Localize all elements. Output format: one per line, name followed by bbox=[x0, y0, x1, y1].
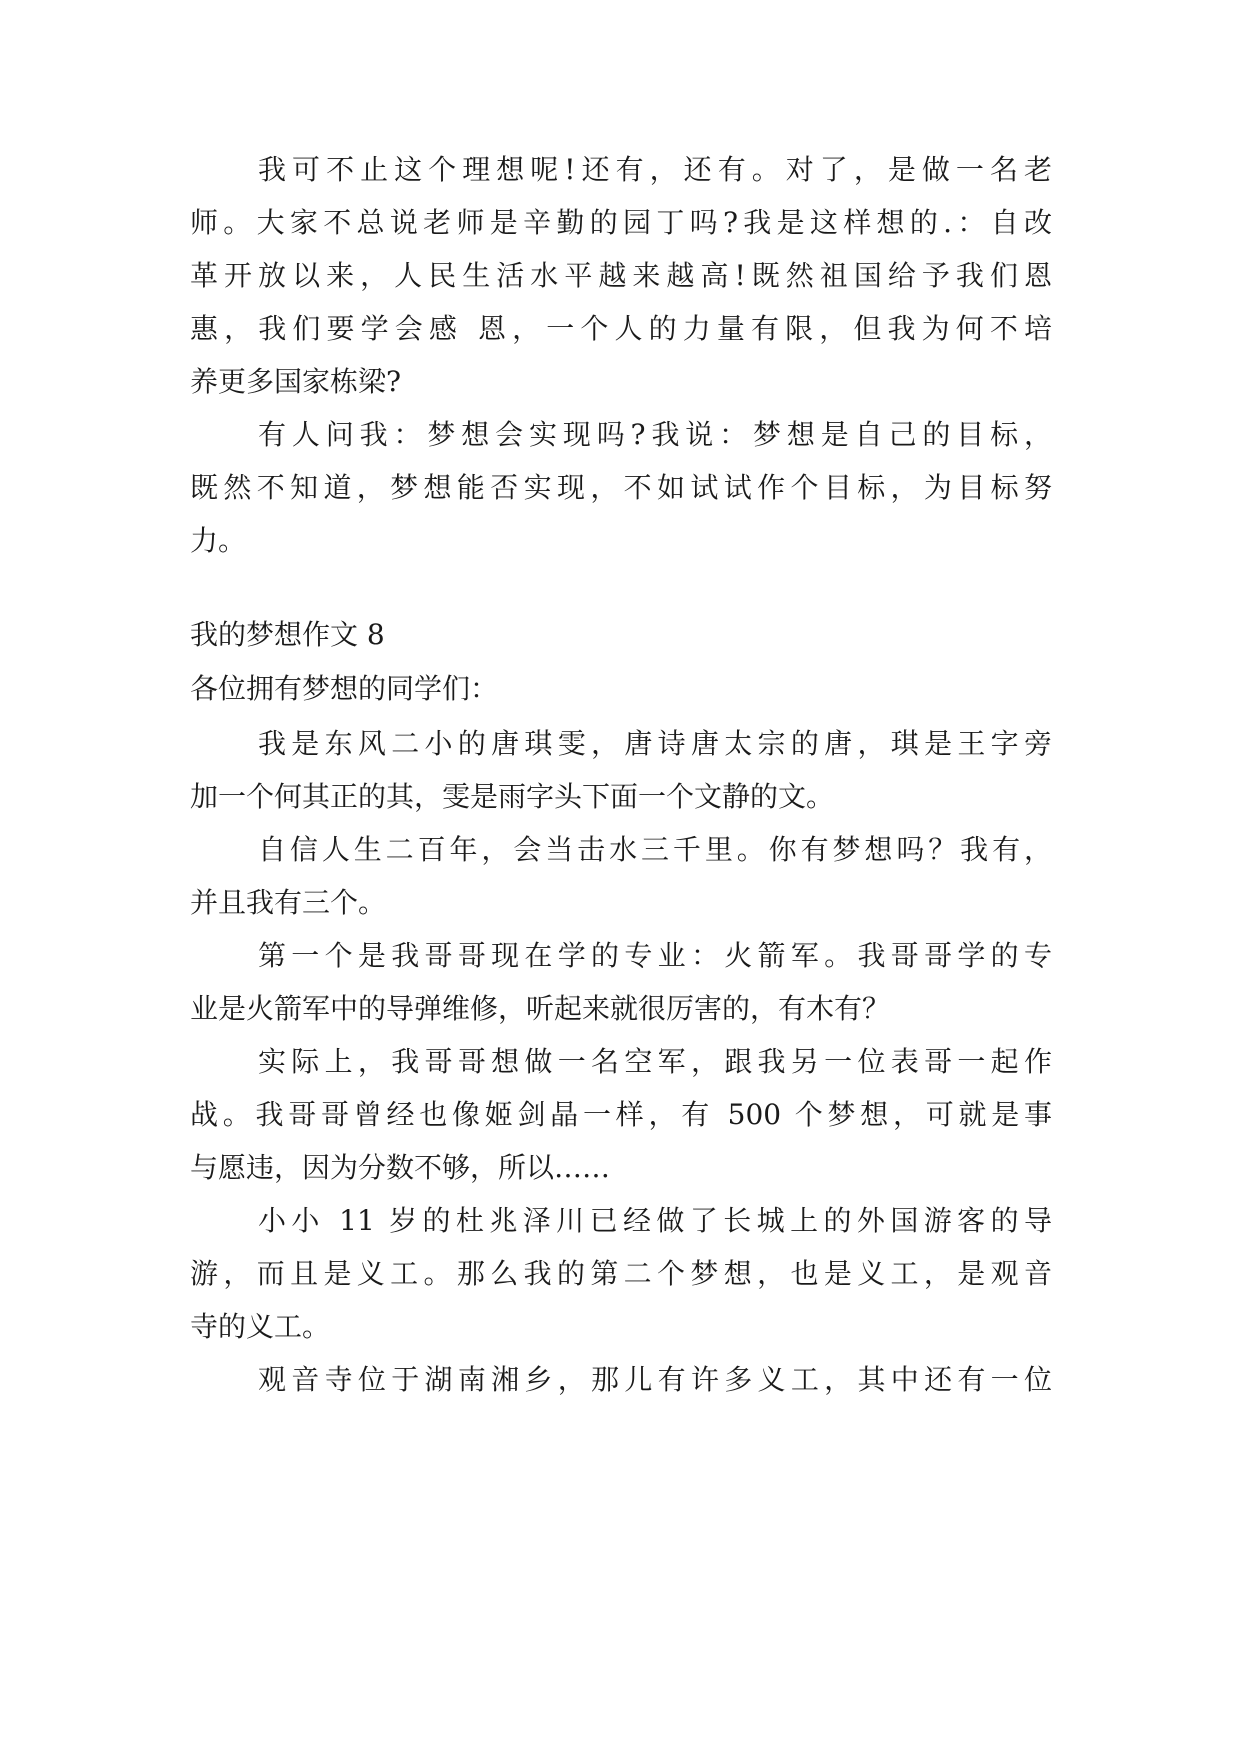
paragraph-line: 既然不知道，梦想能否实现，不如试试作个目标，为目标努 bbox=[190, 471, 1052, 504]
paragraph-line: 与愿违，因为分数不够，所以…… bbox=[190, 1151, 611, 1184]
greeting: 各位拥有梦想的同学们： bbox=[190, 672, 499, 705]
paragraph-line: 游，而且是义工。那么我的第二个梦想，也是义工，是观音 bbox=[190, 1257, 1052, 1290]
paragraph-line: 我可不止这个理想呢!还有，还有。对了，是做一名老 bbox=[258, 153, 1052, 186]
paragraph-line: 并且我有三个。 bbox=[190, 886, 387, 919]
paragraph-line: 寺的义工。 bbox=[190, 1310, 331, 1343]
paragraph-line: 养更多国家栋梁? bbox=[190, 365, 402, 398]
paragraph-line: 有人问我：梦想会实现吗?我说：梦想是自己的目标， bbox=[258, 418, 1052, 451]
paragraph-line: 惠，我们要学会感 恩，一个人的力量有限，但我为何不培 bbox=[190, 312, 1052, 345]
paragraph-line: 业是火箭军中的导弹维修，听起来就很厉害的，有木有？ bbox=[190, 992, 891, 1025]
paragraph-line: 我是东风二小的唐琪雯，唐诗唐太宗的唐，琪是王字旁 bbox=[258, 727, 1052, 760]
paragraph-line: 第一个是我哥哥现在学的专业：火箭军。我哥哥学的专 bbox=[258, 939, 1052, 972]
paragraph-line: 自信人生二百年，会当击水三千里。你有梦想吗？我有， bbox=[258, 833, 1052, 866]
paragraph-line: 力。 bbox=[190, 524, 247, 557]
paragraph-line: 师。大家不总说老师是辛勤的园丁吗?我是这样想的.：自改 bbox=[190, 206, 1052, 239]
paragraph-line: 革开放以来，人民生活水平越来越高!既然祖国给予我们恩 bbox=[190, 259, 1052, 292]
paragraph-line: 小小 11 岁的杜兆泽川已经做了长城上的外国游客的导 bbox=[258, 1204, 1052, 1237]
essay-title: 我的梦想作文 8 bbox=[190, 618, 385, 651]
paragraph-line: 实际上，我哥哥想做一名空军，跟我另一位表哥一起作 bbox=[258, 1045, 1052, 1078]
paragraph-line: 观音寺位于湖南湘乡，那儿有许多义工，其中还有一位 bbox=[258, 1363, 1052, 1396]
paragraph-line: 加一个何其正的其，雯是雨字头下面一个文静的文。 bbox=[190, 780, 835, 813]
paragraph-line: 战。我哥哥曾经也像姬剑晶一样，有 500 个梦想，可就是事 bbox=[190, 1098, 1052, 1131]
